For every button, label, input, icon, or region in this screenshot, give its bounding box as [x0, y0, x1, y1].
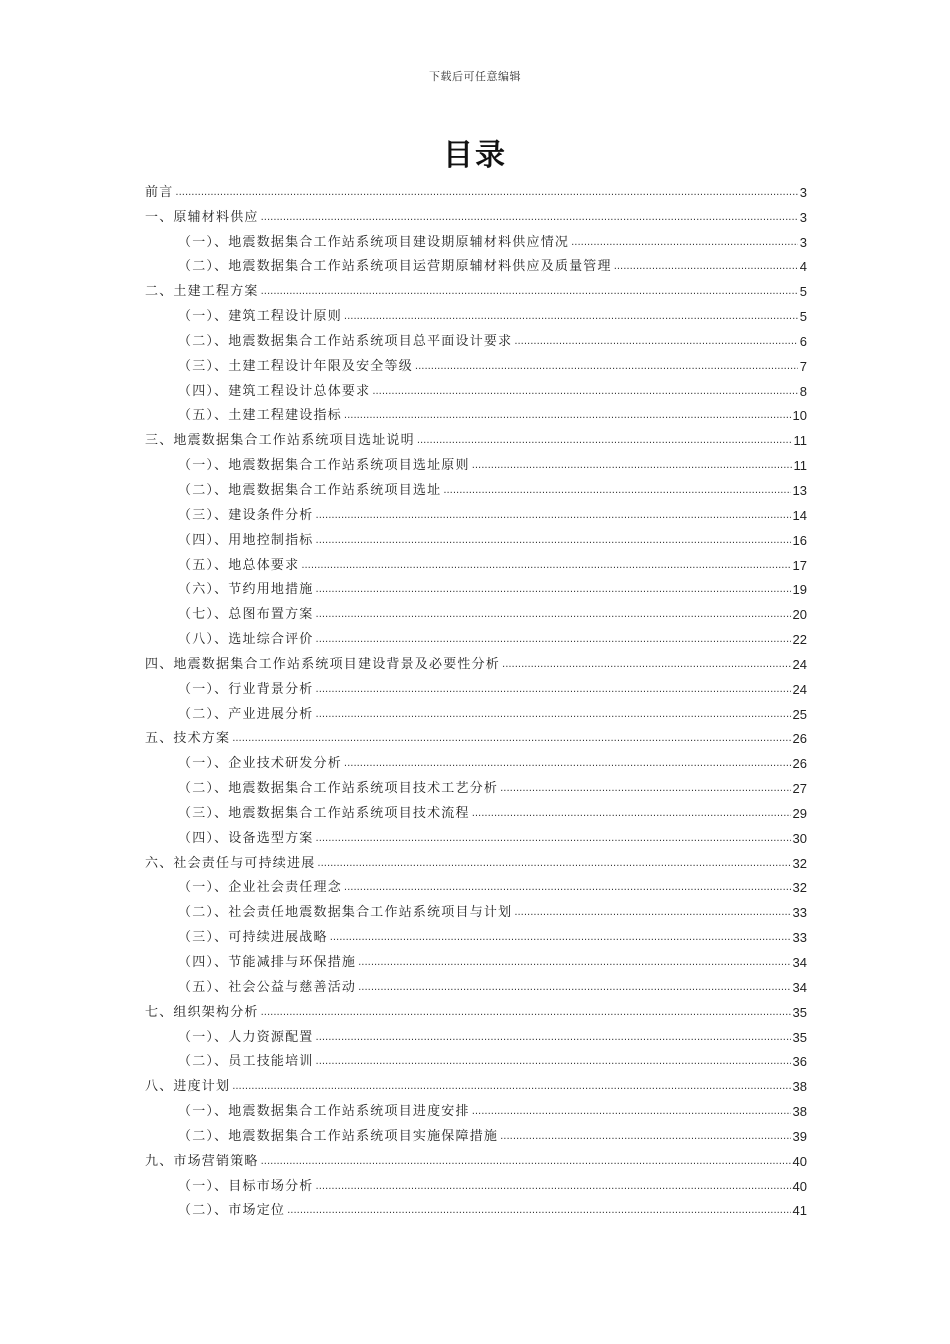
toc-entry-label: （二）、地震数据集合工作站系统项目技术工艺分析	[178, 781, 499, 797]
toc-leader-dots	[514, 334, 797, 350]
toc-leader-dots	[614, 259, 798, 275]
toc-leader-dots	[316, 607, 791, 623]
toc-leader-dots	[344, 756, 791, 772]
toc-leader-dots	[571, 235, 798, 251]
toc-leader-dots	[232, 731, 790, 747]
toc-entry-page: 41	[792, 1203, 807, 1219]
toc-entry[interactable]	[145, 872, 807, 897]
toc-entry-page: 26	[792, 756, 807, 772]
toc-entry-page: 5	[799, 309, 807, 325]
toc-entry-label: （三）、土建工程设计年限及安全等级	[178, 358, 413, 374]
toc-entry-label: （五）、社会公益与慈善活动	[178, 979, 357, 995]
toc-entry[interactable]	[145, 797, 807, 822]
toc-entry[interactable]	[145, 201, 807, 226]
toc-entry-page: 6	[799, 333, 807, 349]
toc-entry-label: 七、组织架构分析	[145, 1004, 259, 1020]
toc-entry-label: （二）、市场定位	[178, 1203, 286, 1219]
toc-entry-page: 36	[792, 1054, 807, 1070]
toc-leader-dots	[514, 905, 790, 921]
toc-entry-page: 27	[792, 781, 807, 797]
toc-entry-label: （八）、选址综合评价	[178, 632, 314, 648]
toc-leader-dots	[316, 682, 791, 698]
toc-entry[interactable]	[145, 623, 807, 648]
toc-leader-dots	[317, 856, 790, 872]
toc-leader-dots	[316, 1030, 791, 1046]
toc-entry-page: 38	[792, 1079, 807, 1095]
toc-entry-page: 32	[792, 855, 807, 871]
toc-entry-page: 33	[792, 930, 807, 946]
toc-entry-label: （一）、目标市场分析	[178, 1178, 314, 1194]
toc-leader-dots	[316, 508, 791, 524]
toc-entry-page: 14	[792, 507, 807, 523]
toc-entry-page: 30	[792, 830, 807, 846]
toc-leader-dots	[415, 359, 798, 375]
toc-leader-dots	[443, 483, 790, 499]
toc-leader-dots	[500, 781, 790, 797]
toc-entry-page: 34	[792, 955, 807, 970]
toc-leader-dots	[417, 433, 792, 449]
toc-entry-label: （一）、行业背景分析	[178, 681, 314, 697]
toc-leader-dots	[316, 1179, 791, 1195]
toc-entry-page: 7	[799, 358, 807, 374]
toc-leader-dots	[358, 955, 790, 971]
toc-entry-label: （一）、地震数据集合工作站系统项目建设期原辅材料供应情况	[178, 234, 570, 250]
toc-entry-page: 5	[799, 284, 807, 300]
toc-entry-page: 10	[792, 408, 807, 424]
toc-leader-dots	[261, 284, 798, 300]
toc-entry[interactable]	[145, 1095, 807, 1120]
toc-entry-label: 四、地震数据集合工作站系统项目建设背景及必要性分析	[145, 656, 501, 672]
toc-entry-page: 3	[799, 234, 807, 250]
toc-entry[interactable]	[145, 1021, 807, 1046]
toc-leader-dots	[372, 384, 797, 400]
toc-entry[interactable]	[145, 449, 807, 474]
toc-entry-label: 五、技术方案	[145, 731, 231, 747]
toc-entry-page: 3	[799, 209, 807, 225]
toc-leader-dots	[344, 408, 791, 424]
toc-entry-label: （一）、建筑工程设计原则	[178, 309, 342, 325]
toc-leader-dots	[261, 210, 798, 226]
toc-entry[interactable]	[145, 499, 807, 524]
toc-entry-label: （二）、产业进展分析	[178, 706, 314, 722]
toc-entry-label: （二）、地震数据集合工作站系统项目选址	[178, 482, 442, 498]
table-of-contents	[145, 176, 807, 1219]
toc-entry-page: 17	[792, 557, 807, 573]
toc-entry-page: 26	[792, 731, 807, 747]
toc-entry-label: （二）、地震数据集合工作站系统项目运营期原辅材料供应及质量管理	[178, 259, 612, 275]
toc-entry-label: （二）、员工技能培训	[178, 1054, 314, 1070]
toc-leader-dots	[261, 1005, 791, 1021]
toc-entry-label: （二）、社会责任地震数据集合工作站系统项目与计划	[178, 905, 513, 921]
toc-entry-page: 40	[792, 1153, 807, 1169]
toc-entry-label: （六）、节约用地措施	[178, 582, 314, 598]
toc-entry-label: 八、进度计划	[145, 1079, 231, 1095]
toc-entry-page: 38	[792, 1104, 807, 1120]
toc-leader-dots	[261, 1154, 791, 1170]
toc-entry-label: （一）、地震数据集合工作站系统项目选址原则	[178, 458, 470, 474]
toc-leader-dots	[316, 707, 791, 723]
toc-entry[interactable]	[145, 971, 807, 996]
toc-leader-dots	[316, 533, 791, 549]
toc-leader-dots	[500, 1129, 790, 1145]
toc-entry-label: 三、地震数据集合工作站系统项目选址说明	[145, 433, 415, 449]
toc-entry-page: 25	[792, 706, 807, 722]
toc-entry[interactable]	[145, 896, 807, 921]
header-note: 下载后可任意编辑	[429, 70, 521, 83]
toc-entry-label: （五）、地总体要求	[178, 557, 300, 573]
toc-entry[interactable]	[145, 921, 807, 946]
toc-entry-label: （三）、可持续进展战略	[178, 930, 328, 946]
toc-entry[interactable]	[145, 424, 807, 449]
toc-entry[interactable]	[145, 747, 807, 772]
toc-leader-dots	[472, 458, 792, 474]
toc-entry[interactable]	[145, 375, 807, 400]
toc-entry-page: 24	[792, 656, 807, 672]
toc-entry[interactable]	[145, 723, 807, 748]
toc-entry[interactable]	[145, 1120, 807, 1145]
toc-entry[interactable]	[145, 698, 807, 723]
toc-entry-page: 35	[792, 1029, 807, 1045]
toc-entry[interactable]	[145, 1170, 807, 1195]
toc-entry[interactable]	[145, 996, 807, 1021]
toc-leader-dots	[472, 1104, 791, 1120]
toc-entry-page: 32	[792, 880, 807, 896]
toc-leader-dots	[301, 558, 790, 574]
toc-leader-dots	[175, 185, 797, 201]
toc-entry[interactable]	[145, 350, 807, 375]
toc-entry[interactable]	[145, 549, 807, 574]
toc-leader-dots	[472, 806, 791, 822]
toc-leader-dots	[316, 1054, 791, 1070]
toc-entry-label: （三）、地震数据集合工作站系统项目技术流程	[178, 805, 470, 821]
toc-entry-page: 20	[792, 607, 807, 623]
toc-entry-label: （四）、建筑工程设计总体要求	[178, 383, 371, 399]
toc-entry-label: （二）、地震数据集合工作站系统项目实施保障措施	[178, 1128, 499, 1144]
toc-entry[interactable]	[145, 275, 807, 300]
toc-entry-label: 二、土建工程方案	[145, 284, 259, 300]
toc-entry-page: 34	[792, 979, 807, 995]
toc-entry[interactable]	[145, 1070, 807, 1095]
toc-leader-dots	[316, 632, 791, 648]
toc-entry[interactable]	[145, 400, 807, 425]
toc-entry-label: （五）、土建工程建设指标	[178, 408, 342, 424]
toc-entry-label: （四）、设备选型方案	[178, 830, 314, 846]
toc-entry[interactable]	[145, 325, 807, 350]
toc-entry-label: （四）、用地控制指标	[178, 532, 314, 548]
toc-entry-page: 19	[792, 582, 807, 598]
toc-entry[interactable]	[145, 176, 807, 201]
toc-leader-dots	[344, 309, 798, 325]
toc-entry-page: 11	[793, 433, 807, 449]
toc-leader-dots	[330, 930, 791, 946]
toc-entry[interactable]	[145, 226, 807, 251]
toc-entry[interactable]	[145, 673, 807, 698]
toc-leader-dots	[358, 980, 790, 996]
toc-leader-dots	[316, 582, 791, 598]
toc-entry[interactable]	[145, 1145, 807, 1170]
toc-entry[interactable]	[145, 847, 807, 872]
toc-entry[interactable]	[145, 1046, 807, 1071]
toc-entry-page: 29	[792, 805, 807, 821]
toc-entry-page: 24	[792, 681, 807, 697]
toc-entry-label: 前言	[145, 184, 174, 200]
toc-entry[interactable]	[145, 772, 807, 797]
toc-entry-page: 11	[793, 458, 807, 474]
toc-entry[interactable]	[145, 251, 807, 276]
toc-entry-label: （一）、企业社会责任理念	[178, 880, 342, 896]
toc-leader-dots	[316, 831, 791, 847]
toc-entry[interactable]	[145, 1195, 807, 1220]
toc-entry-page: 3	[799, 184, 807, 200]
toc-entry[interactable]	[145, 574, 807, 599]
toc-entry-page: 39	[792, 1128, 807, 1144]
toc-entry[interactable]	[145, 946, 807, 971]
toc-entry-label: （一）、地震数据集合工作站系统项目进度安排	[178, 1104, 470, 1120]
toc-entry-page: 35	[792, 1004, 807, 1020]
toc-entry-label: 六、社会责任与可持续进展	[145, 855, 316, 871]
toc-entry-label: 一、原辅材料供应	[145, 209, 259, 225]
toc-entry-label: 九、市场营销策略	[145, 1153, 259, 1169]
toc-entry[interactable]	[145, 474, 807, 499]
toc-entry-page: 33	[792, 905, 807, 921]
toc-entry[interactable]	[145, 822, 807, 847]
toc-entry-page: 40	[792, 1178, 807, 1194]
toc-leader-dots	[232, 1079, 790, 1095]
toc-leader-dots	[344, 880, 791, 896]
toc-entry-label: （七）、总图布置方案	[178, 607, 314, 623]
toc-leader-dots	[502, 657, 791, 673]
toc-entry-page: 16	[792, 532, 807, 548]
toc-entry[interactable]	[145, 598, 807, 623]
toc-entry-label: （二）、地震数据集合工作站系统项目总平面设计要求	[178, 333, 513, 349]
toc-leader-dots	[287, 1203, 790, 1219]
toc-entry-label: （一）、企业技术研发分析	[178, 756, 342, 772]
toc-entry-label: （四）、节能减排与环保措施	[178, 955, 357, 970]
toc-entry-page: 13	[792, 482, 807, 498]
toc-entry-page: 22	[792, 632, 807, 648]
toc-entry-page: 4	[799, 259, 807, 275]
toc-entry-label: （三）、建设条件分析	[178, 507, 314, 523]
toc-entry-page: 8	[799, 383, 807, 399]
page-title: 目录	[443, 138, 507, 173]
toc-entry[interactable]	[145, 648, 807, 673]
toc-entry-label: （一）、人力资源配置	[178, 1029, 314, 1045]
toc-entry[interactable]	[145, 300, 807, 325]
toc-entry[interactable]	[145, 524, 807, 549]
